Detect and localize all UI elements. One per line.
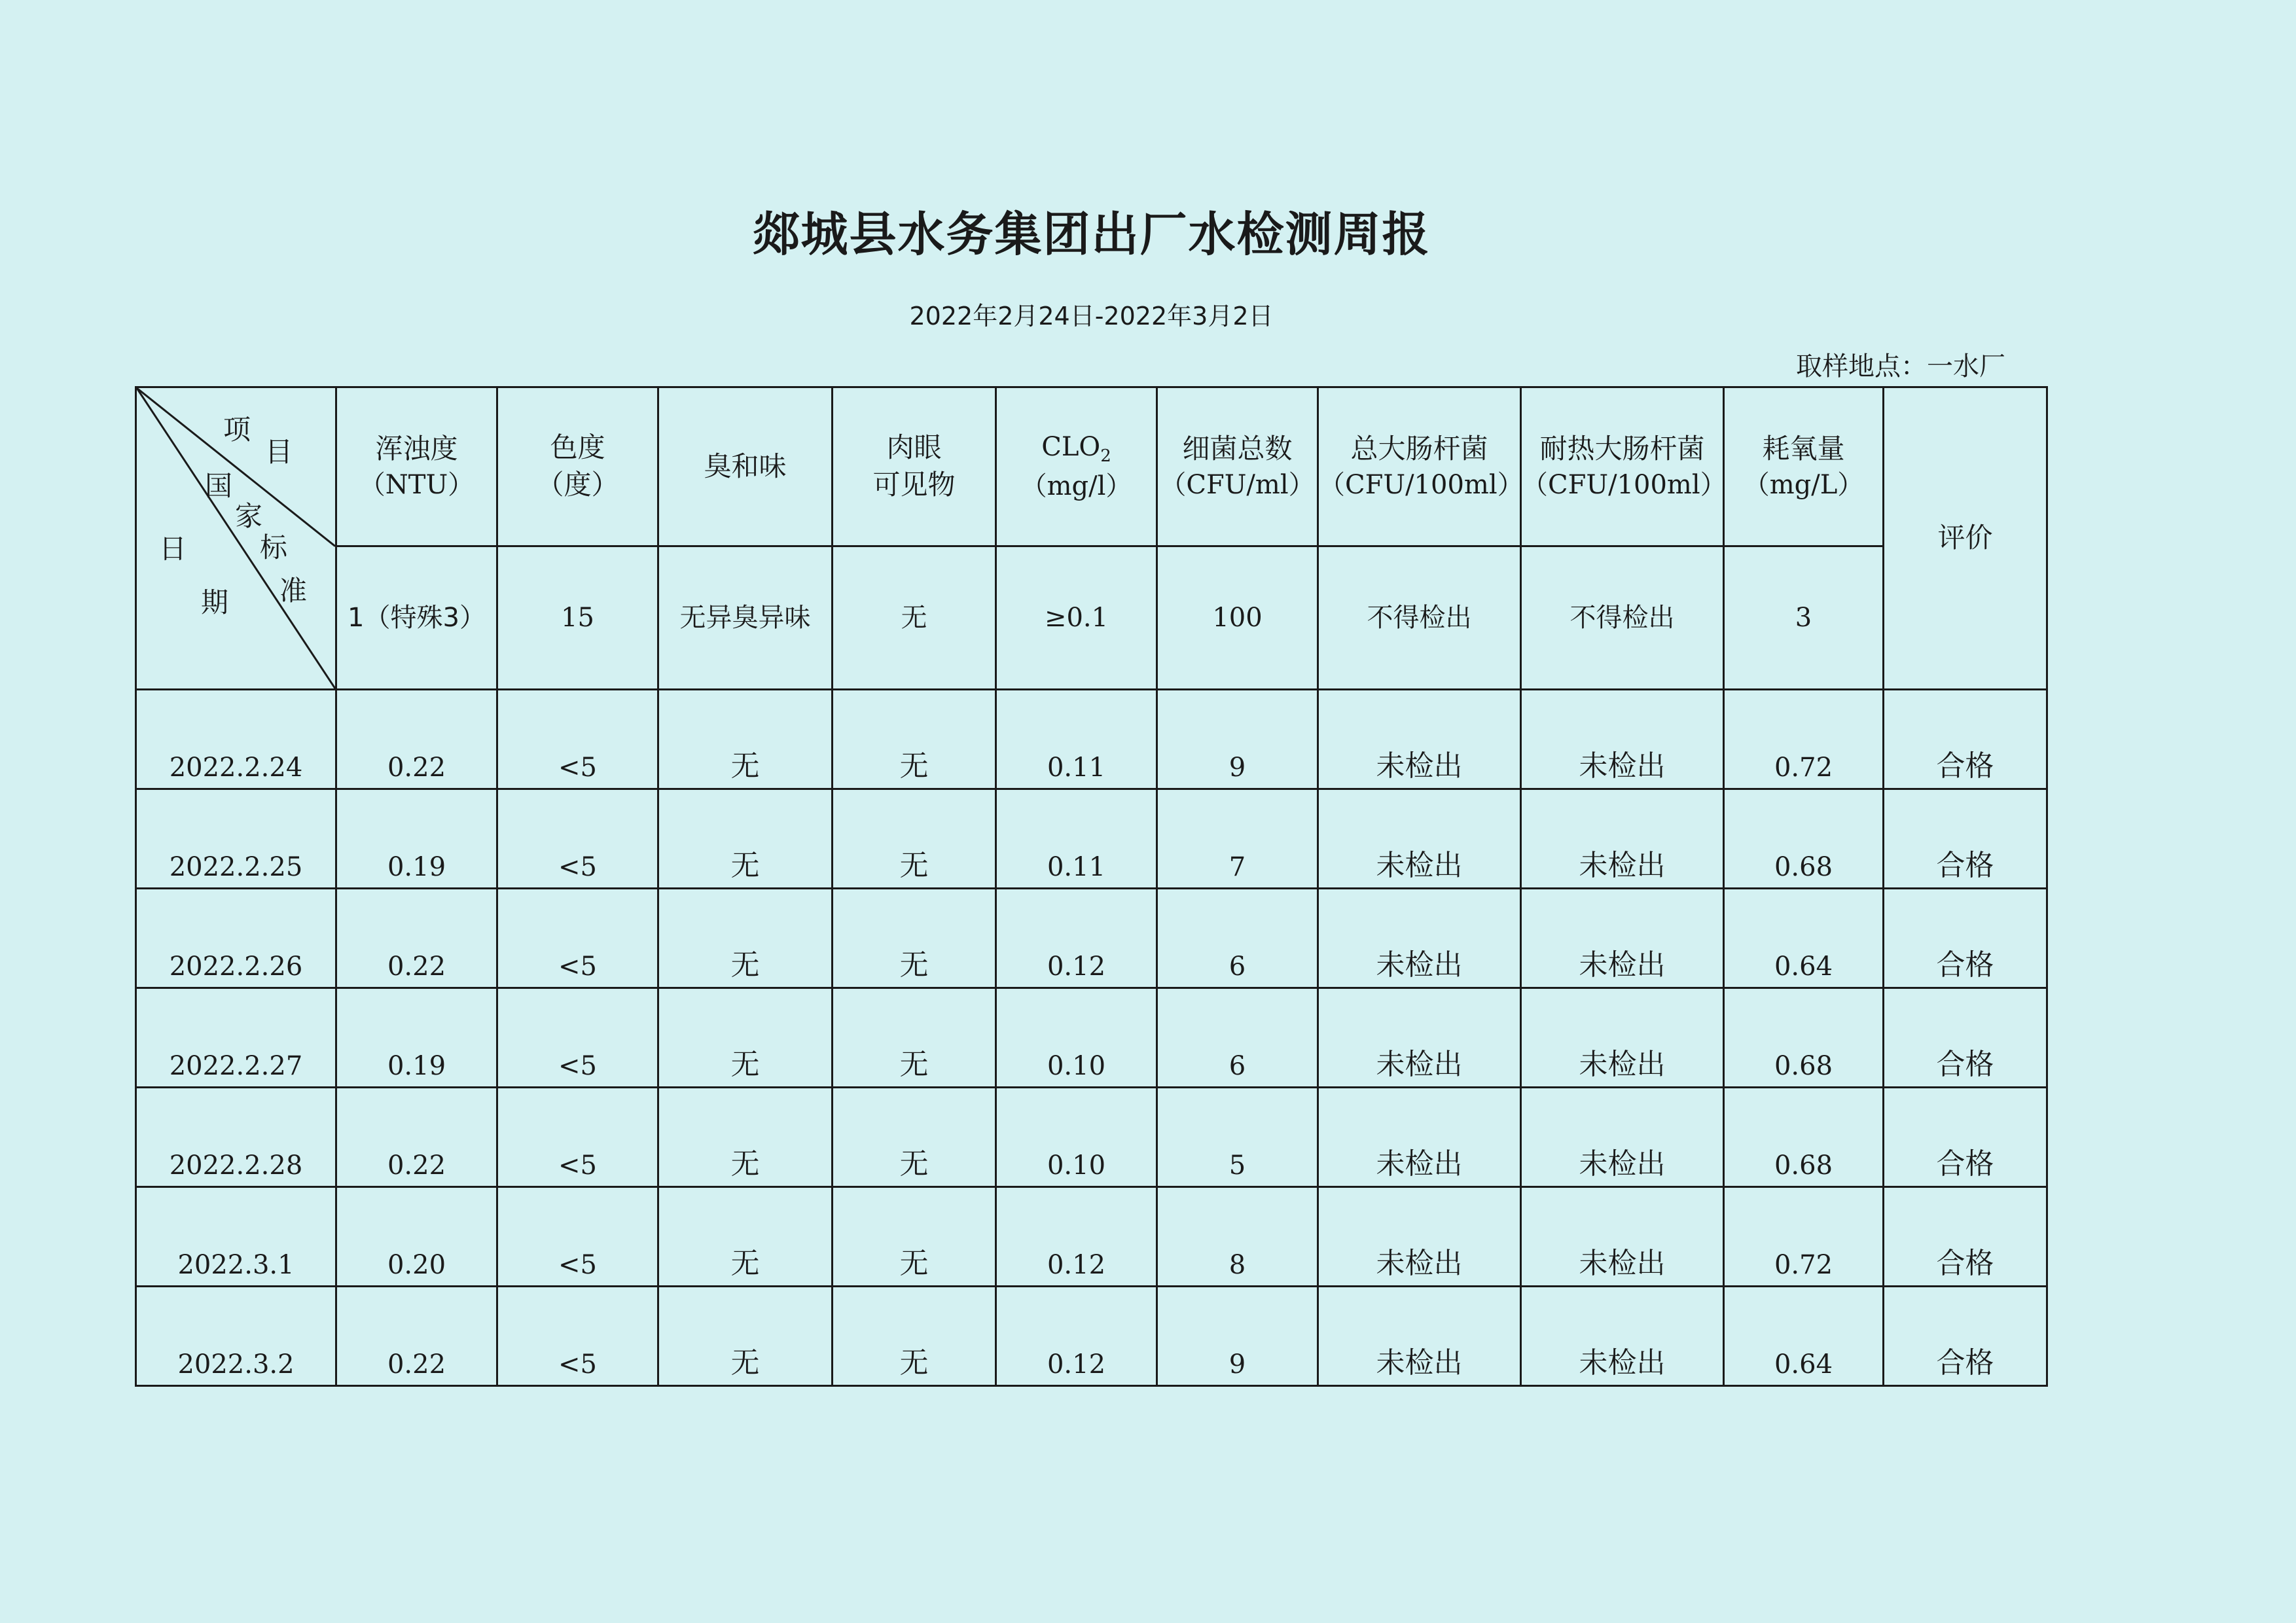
total-coliform-cell: 未检出 [1318, 1088, 1521, 1187]
oxygen-consumption-cell: 0.72 [1724, 690, 1884, 789]
date-cell: 2022.2.27 [136, 988, 336, 1088]
corner-standard-char-2: 家 [235, 500, 263, 532]
turbidity-cell: 0.19 [336, 988, 497, 1088]
table-row [136, 988, 2047, 1088]
table-row [136, 889, 2047, 988]
date-cell: 2022.2.28 [136, 1088, 336, 1187]
oxygen-consumption-cell: 0.72 [1724, 1187, 1884, 1287]
total-coliform-cell: 未检出 [1318, 789, 1521, 889]
corner-date-char-1: 日 [159, 533, 187, 565]
date-cell: 2022.3.1 [136, 1187, 336, 1287]
table-row [136, 1187, 2047, 1287]
standard-color: 15 [497, 546, 658, 690]
bacteria-cell: 9 [1157, 1287, 1318, 1386]
header-thermo-coliform: 耐热大肠杆菌 （CFU/100ml） [1521, 387, 1724, 546]
clo2-cell: 0.12 [996, 1287, 1157, 1386]
turbidity-cell: 0.22 [336, 1088, 497, 1187]
oxygen-consumption-cell: 0.68 [1724, 789, 1884, 889]
thermo-coliform-cell: 未检出 [1521, 789, 1724, 889]
bacteria-cell: 7 [1157, 789, 1318, 889]
color-cell: <5 [497, 789, 658, 889]
evaluation-cell: 合格 [1884, 1187, 2047, 1287]
evaluation-cell: 合格 [1884, 1287, 2047, 1386]
standard-bacteria-total: 100 [1157, 546, 1318, 690]
report-date-range: 2022年2月24日-2022年3月2日 [909, 302, 1274, 330]
water-quality-table [135, 386, 2048, 1387]
standard-odor: 无异臭异味 [658, 546, 833, 690]
color-cell: <5 [497, 988, 658, 1088]
odor-cell: 无 [658, 1287, 833, 1386]
evaluation-cell: 合格 [1884, 690, 2047, 789]
color-cell: <5 [497, 1088, 658, 1187]
turbidity-cell: 0.22 [336, 690, 497, 789]
visible-matter-cell: 无 [833, 1187, 996, 1287]
turbidity-cell: 0.22 [336, 1287, 497, 1386]
oxygen-consumption-cell: 0.68 [1724, 988, 1884, 1088]
clo2-cell: 0.11 [996, 690, 1157, 789]
visible-matter-cell: 无 [833, 988, 996, 1088]
bacteria-cell: 6 [1157, 889, 1318, 988]
odor-cell: 无 [658, 988, 833, 1088]
corner-standard-char-1: 国 [205, 470, 233, 502]
total-coliform-cell: 未检出 [1318, 988, 1521, 1088]
thermo-coliform-cell: 未检出 [1521, 690, 1724, 789]
odor-cell: 无 [658, 889, 833, 988]
visible-matter-cell: 无 [833, 1287, 996, 1386]
oxygen-consumption-cell: 0.64 [1724, 889, 1884, 988]
standard-visible-matter: 无 [833, 546, 996, 690]
header-oxygen-consumption: 耗氧量 （mg/L） [1724, 387, 1884, 546]
thermo-coliform-cell: 未检出 [1521, 1187, 1724, 1287]
standard-total-coliform: 不得检出 [1318, 546, 1521, 690]
visible-matter-cell: 无 [833, 1088, 996, 1187]
evaluation-cell: 合格 [1884, 1088, 2047, 1187]
corner-date-char-2: 期 [201, 586, 229, 618]
turbidity-cell: 0.19 [336, 789, 497, 889]
color-cell: <5 [497, 889, 658, 988]
header-row [136, 387, 2047, 546]
clo2-cell: 0.11 [996, 789, 1157, 889]
bacteria-cell: 9 [1157, 690, 1318, 789]
turbidity-cell: 0.22 [336, 889, 497, 988]
header-turbidity: 浑浊度 （NTU） [336, 387, 497, 546]
standard-oxygen-consumption: 3 [1724, 546, 1884, 690]
visible-matter-cell: 无 [833, 789, 996, 889]
header-bacteria-total: 细菌总数 （CFU/ml） [1157, 387, 1318, 546]
table-row [136, 690, 2047, 789]
thermo-coliform-cell: 未检出 [1521, 1088, 1724, 1187]
evaluation-cell: 合格 [1884, 789, 2047, 889]
date-cell: 2022.2.26 [136, 889, 336, 988]
thermo-coliform-cell: 未检出 [1521, 1287, 1724, 1386]
header-evaluation: 评价 [1884, 387, 2047, 690]
standard-row [136, 546, 2047, 690]
table-row [136, 1287, 2047, 1386]
clo2-cell: 0.10 [996, 988, 1157, 1088]
header-clo2: $CLO_2$ （mg/l） [996, 387, 1157, 546]
oxygen-consumption-cell: 0.68 [1724, 1088, 1884, 1187]
clo2-cell: 0.12 [996, 889, 1157, 988]
total-coliform-cell: 未检出 [1318, 889, 1521, 988]
header-total-coliform: 总大肠杆菌 （CFU/100ml） [1318, 387, 1521, 546]
odor-cell: 无 [658, 1088, 833, 1187]
clo2-cell: 0.12 [996, 1187, 1157, 1287]
evaluation-cell: 合格 [1884, 988, 2047, 1088]
evaluation-cell: 合格 [1884, 889, 2047, 988]
bacteria-cell: 5 [1157, 1088, 1318, 1187]
thermo-coliform-cell: 未检出 [1521, 988, 1724, 1088]
date-cell: 2022.2.25 [136, 789, 336, 889]
date-cell: 2022.2.24 [136, 690, 336, 789]
sampling-location-label: 取样地点：一水厂 [1796, 351, 2005, 382]
table-row [136, 789, 2047, 889]
clo2-cell: 0.10 [996, 1088, 1157, 1187]
total-coliform-cell: 未检出 [1318, 690, 1521, 789]
color-cell: <5 [497, 1187, 658, 1287]
bacteria-cell: 8 [1157, 1187, 1318, 1287]
visible-matter-cell: 无 [833, 690, 996, 789]
odor-cell: 无 [658, 789, 833, 889]
report-title: 郯城县水务集团出厂水检测周报 [752, 207, 1431, 262]
header-color: 色度 （度） [497, 387, 658, 546]
corner-header-cell [136, 387, 336, 690]
sampling-location [1796, 346, 2005, 383]
thermo-coliform-cell: 未检出 [1521, 889, 1724, 988]
oxygen-consumption-cell: 0.64 [1724, 1287, 1884, 1386]
corner-standard-char-4: 准 [279, 575, 308, 607]
odor-cell: 无 [658, 690, 833, 789]
turbidity-cell: 0.20 [336, 1187, 497, 1287]
date-cell: 2022.3.2 [136, 1287, 336, 1386]
standard-thermo-coliform: 不得检出 [1521, 546, 1724, 690]
table-row [136, 1088, 2047, 1187]
odor-cell: 无 [658, 1187, 833, 1287]
color-cell: <5 [497, 1287, 658, 1386]
corner-item-char-1: 项 [223, 414, 251, 446]
standard-clo2: ≥0.1 [996, 546, 1157, 690]
header-odor: 臭和味 [658, 387, 833, 546]
color-cell: <5 [497, 690, 658, 789]
standard-turbidity: 1（特殊3） [336, 546, 497, 690]
header-visible-matter: 肉眼 可见物 [833, 387, 996, 546]
total-coliform-cell: 未检出 [1318, 1287, 1521, 1386]
bacteria-cell: 6 [1157, 988, 1318, 1088]
visible-matter-cell: 无 [833, 889, 996, 988]
corner-standard-char-3: 标 [260, 531, 288, 563]
corner-item-char-2: 目 [265, 436, 293, 468]
total-coliform-cell: 未检出 [1318, 1187, 1521, 1287]
